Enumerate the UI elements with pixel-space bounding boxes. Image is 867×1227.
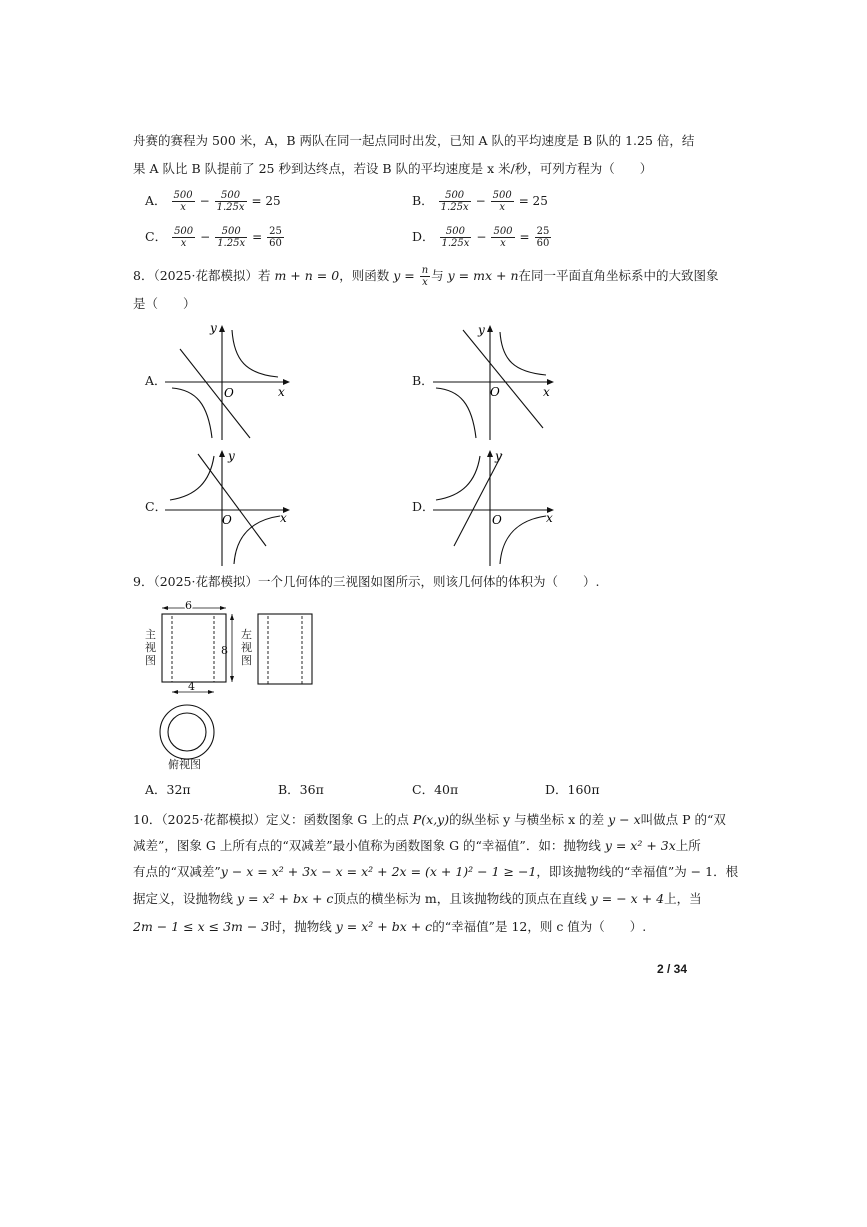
q8-graph-a <box>160 322 295 444</box>
q8-option-a[interactable]: A． <box>145 373 167 388</box>
origin-label: O <box>492 513 502 527</box>
fraction: $\frac{500}{1.25x}$ <box>441 226 470 249</box>
y-axis-label: y <box>228 449 235 463</box>
q9-option-d[interactable]: D．160π <box>545 782 600 797</box>
fraction: $\frac{25}{60}$ <box>269 226 282 249</box>
dim-height-label: 8 <box>221 644 228 657</box>
q8-option-d[interactable]: D． <box>412 499 435 514</box>
top-view-label: 俯视图 <box>168 758 201 771</box>
q10-line1: 10．（2025·花都模拟）定义：函数图象 G 上的点 P(x,y)的纵坐标 y 与横坐标 x 的差 y − x叫做点 P 的“双 <box>133 812 726 827</box>
dim-inner-label: 4 <box>188 680 195 693</box>
fraction: $\frac{500}{x}$ <box>493 226 513 249</box>
option-label: A． <box>145 193 167 208</box>
q10-line5: 2m − 1 ≤ x ≤ 3m − 3时，抛物线 y = x² + bx + c的“幸福值”是 12，则 c 值为（ ）. <box>133 919 647 934</box>
q10-line4: 据定义，设抛物线 y = x² + bx + c顶点的横坐标为 m，且该抛物线的顶点在直线 y = − x + 4上，当 <box>133 891 702 906</box>
q8-option-c[interactable]: C． <box>145 499 168 514</box>
q7-option-c[interactable]: C． $\frac{500}{x}$ − $\frac{500}{1.25x}$ = $\frac{25}{60}$ <box>145 226 282 249</box>
q7-option-a[interactable]: A． $\frac{500}{x}$ − $\frac{500}{1.25x}$ = 25 <box>145 190 281 213</box>
dim-width-label: 6 <box>185 599 192 612</box>
x-axis-label: x <box>278 385 285 399</box>
x-axis-label: x <box>543 385 550 399</box>
q10-line3: 有点的“双减差”y − x = x² + 3x − x = x² + 2x = (x + 1)² − 1 ≥ −1，即该抛物线的“幸福值”为 − 1．根 <box>133 864 739 879</box>
q9-three-views <box>138 596 328 776</box>
fraction: $\frac{500}{1.25x}$ <box>216 190 245 213</box>
q8-stem-line1: 8．（2025·花都模拟）若 m + n = 0，则函数 y = $\frac{n}{x}$ 与 y = mx + n在同一平面直角坐标系中的大致图象 <box>133 265 719 288</box>
q9-stem: 9．（2025·花都模拟）一个几何体的三视图如图所示，则该几何体的体积为（ ）. <box>133 574 600 589</box>
fraction: $\frac{500}{1.25x}$ <box>217 226 246 249</box>
page-number: 2 / 34 <box>656 962 687 976</box>
q9-option-b[interactable]: B．36π <box>278 782 324 797</box>
q8-graph-d <box>428 446 563 568</box>
option-label: C． <box>145 229 168 244</box>
option-label: B． <box>412 193 434 208</box>
q9-option-c[interactable]: C．40π <box>412 782 459 797</box>
q8-graph-c <box>160 446 295 568</box>
front-view-label: 主视图 <box>145 628 156 667</box>
fraction: $\frac{500}{x}$ <box>492 190 512 213</box>
q9-option-a[interactable]: A．32π <box>145 782 191 797</box>
rhs: = 25 <box>251 194 281 208</box>
fraction: $\frac{25}{60}$ <box>536 226 550 249</box>
y-axis-label: y <box>495 449 502 463</box>
q8-graph-b <box>428 322 563 444</box>
q7-option-b[interactable]: B． $\frac{500}{1.25x}$ − $\frac{500}{x}$ = 25 <box>412 190 548 213</box>
q7-stem-line2: 果 A 队比 B 队提前了 25 秒到达终点，若设 B 队的平均速度是 x 米/秒，可列方程为（ ） <box>133 161 653 176</box>
fraction: $\frac{500}{x}$ <box>174 226 194 249</box>
origin-label: O <box>222 513 232 527</box>
x-axis-label: x <box>546 511 553 525</box>
origin-label: O <box>490 385 500 399</box>
q8-stem-line2: 是（ ） <box>133 296 196 311</box>
side-view-label: 左视图 <box>241 628 252 667</box>
side-view-rect <box>258 614 312 684</box>
y-axis-label: y <box>210 322 217 335</box>
fraction: $\frac{500}{1.25x}$ <box>440 190 469 213</box>
y-axis-label: y <box>478 323 485 337</box>
fraction: $\frac{500}{x}$ <box>173 190 193 213</box>
q8-option-b[interactable]: B． <box>412 373 434 388</box>
option-label: D． <box>412 229 435 244</box>
rhs: = 25 <box>518 194 548 208</box>
origin-label: O <box>224 386 234 400</box>
q7-option-d[interactable]: D． $\frac{500}{1.25x}$ − $\frac{500}{x}$ = $\frac{25}{60}$ <box>412 226 550 249</box>
q7-stem-line1: 舟赛的赛程为 500 米，A，B 两队在同一起点同时出发，已知 A 队的平均速度是 B 队的 1.25 倍，结 <box>133 133 695 148</box>
top-view-inner-circle <box>168 713 206 751</box>
x-axis-label: x <box>280 511 287 525</box>
q10-line2: 减差”，图象 G 上所有点的“双减差”最小值称为函数图象 G 的“幸福值”．如：抛物线 y = x² + 3x上所 <box>133 838 701 853</box>
